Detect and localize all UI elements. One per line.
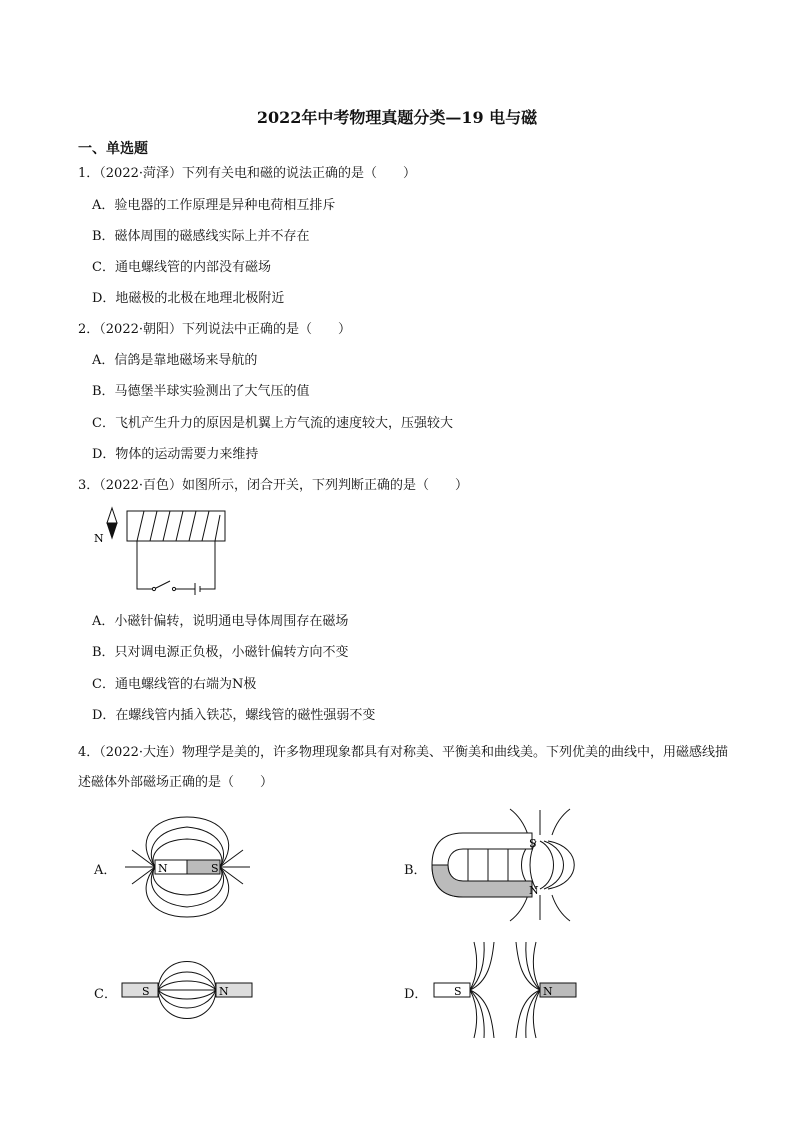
- question-2-option-b: B．马德堡半球实验测出了大气压的值: [92, 384, 310, 399]
- switch-contact: [172, 587, 175, 590]
- question-2-stem: 2．（2022·朝阳）下列说法中正确的是（ ）: [78, 322, 351, 337]
- question-2-option-c: C．飞机产生升力的原因是机翼上方气流的速度较大，压强较大: [92, 416, 453, 431]
- compass-n-label: N: [94, 532, 104, 545]
- question-4-stem: 4．（2022·大连）物理学是美的，许多物理现象都具有对称美、平衡美和曲线美。下列优美的曲线中，用磁感线描述磁体外部磁场正确的是（ ）: [78, 745, 728, 790]
- question-1-stem: 1．（2022·菏泽）下列有关电和磁的说法正确的是（ ）: [78, 166, 416, 181]
- svg-text:N: N: [158, 862, 168, 875]
- question-1-option-b: B．磁体周围的磁感线实际上并不存在: [92, 229, 310, 244]
- question-3-option-c: C．通电螺线管的右端为N极: [92, 677, 257, 692]
- choice-c-opposite-poles-figure: [120, 940, 255, 1035]
- section-heading: 一、单选题: [78, 141, 148, 157]
- svg-text:S: S: [454, 985, 462, 998]
- question-1-option-a: A．验电器的工作原理是异种电荷相互排斥: [92, 198, 336, 213]
- question-1-option-d: D．地磁极的北极在地理北极附近: [92, 291, 285, 306]
- question-2-option-a: A．信鸽是靠地磁场来导航的: [92, 353, 258, 368]
- compass-needle-icon: [107, 508, 117, 538]
- switch-contact: [152, 587, 155, 590]
- page-title: 2022年中考物理真题分类—19 电与磁: [256, 108, 538, 127]
- svg-text:S: S: [211, 862, 219, 875]
- svg-text:N: N: [543, 985, 553, 998]
- choice-d-field-lines-figure: [430, 940, 580, 1040]
- svg-text:N: N: [529, 884, 539, 897]
- question-3-stem: 3．（2022·百色）如图所示，闭合开关，下列判断正确的是（ ）: [78, 478, 468, 493]
- choice-b-label: B．: [404, 863, 427, 878]
- solenoid-circuit-figure: [92, 503, 242, 598]
- svg-text:S: S: [529, 837, 537, 850]
- svg-text:S: S: [142, 985, 150, 998]
- choice-c-label: C．: [94, 987, 117, 1002]
- choice-d-label: D．: [404, 987, 428, 1002]
- question-1-option-c: C．通电螺线管的内部没有磁场: [92, 260, 271, 275]
- choice-b-u-magnet-figure: [428, 805, 593, 925]
- question-2-option-d: D．物体的运动需要力来维持: [92, 447, 259, 462]
- choice-a-bar-magnet-figure: [120, 815, 255, 920]
- question-3-option-d: D．在螺线管内插入铁芯，螺线管的磁性强弱不变: [92, 708, 376, 723]
- choice-a-label: A．: [94, 863, 117, 878]
- svg-text:N: N: [219, 985, 229, 998]
- question-3-option-a: A．小磁针偏转，说明通电导体周围存在磁场: [92, 614, 349, 629]
- circuit-wires: [137, 541, 215, 595]
- question-3-option-b: B．只对调电源正负极，小磁针偏转方向不变: [92, 645, 349, 660]
